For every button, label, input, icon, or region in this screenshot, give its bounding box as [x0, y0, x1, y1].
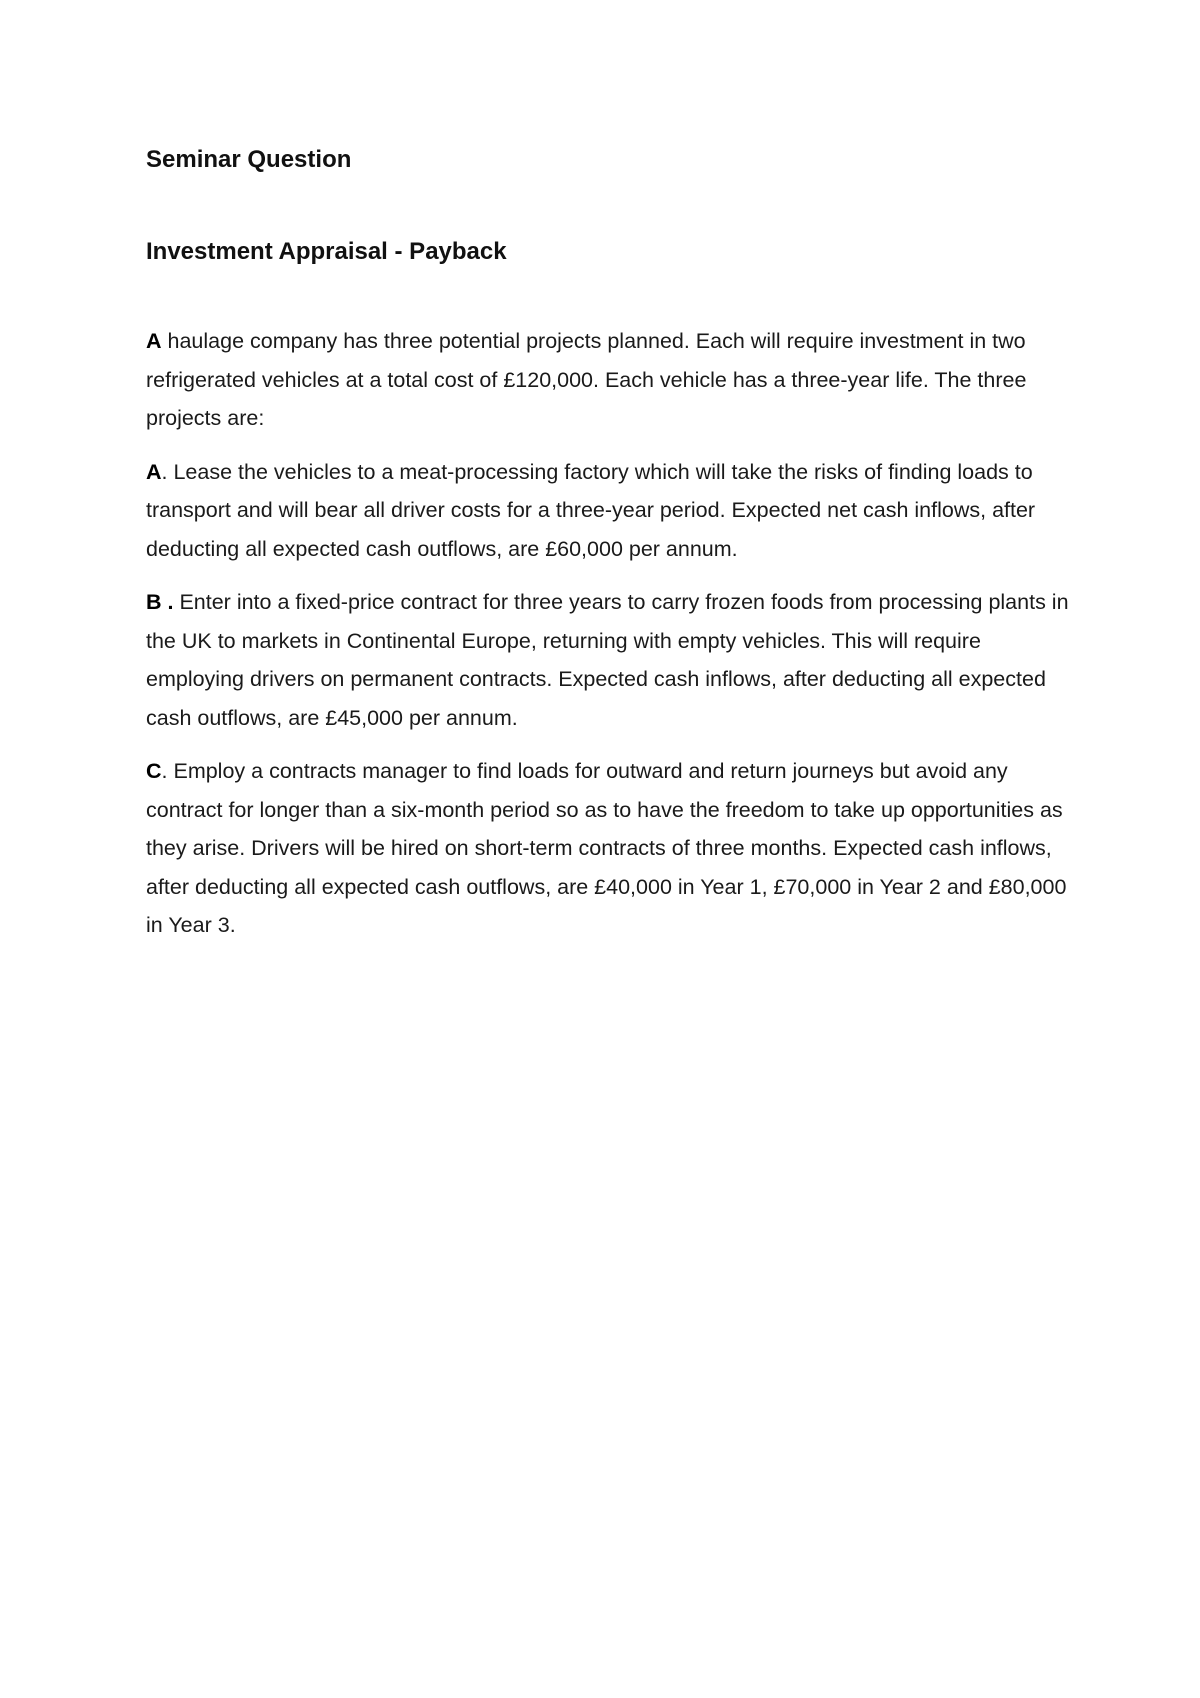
option-b-lead: B .	[146, 590, 174, 614]
option-a-lead: A	[146, 459, 162, 484]
option-b-text: Enter into a fixed-price contract for three years to carry frozen foods from processing plants in the UK to markets in Continental Europe, returning with empty vehicles. This will require employing drivers on permanent contracts. Expected cash inflows, after deducting all expected cash outflows, are £45,000 per annum.	[146, 590, 1069, 730]
option-b-paragraph	[146, 583, 1076, 737]
option-a-text-before: . Lease the vehicles to a meat-processing factory which will take the risks of finding loads to	[161, 459, 1033, 484]
document-title: Seminar Question	[146, 146, 352, 173]
intro-paragraph	[146, 322, 1076, 438]
document-content	[146, 140, 1076, 945]
option-c-lead: C	[146, 759, 162, 783]
option-c-paragraph	[146, 752, 1076, 945]
option-a-paragraph	[146, 453, 1076, 569]
option-c-text: . Employ a contracts manager to find loads for outward and return journeys but avoid any contract for longer than a six-month period so as to have the freedom to take up opportunities as they arise. Drivers will be hired on short-term contracts of three months. Expected cash inflows, after deducting all expected cash outflows, are £40,000 in Year 1, £70,000 in Year 2 and £80,000 in Year 3.	[146, 759, 1067, 937]
intro-lead: A	[146, 329, 162, 353]
intro-text: haulage company has three potential projects planned. Each will require investment in two refrigerated vehicles at a total cost of £120,000. Each vehicle has a three-year life. The three projects are:	[146, 329, 1027, 430]
option-a-text-after: transport and will bear all driver costs for a three-year period. Expected net cash inflows, after deducting all expected cash outflows, are £60,000 per annum.	[146, 498, 1036, 561]
document-subtitle: Investment Appraisal - Payback	[146, 238, 507, 265]
